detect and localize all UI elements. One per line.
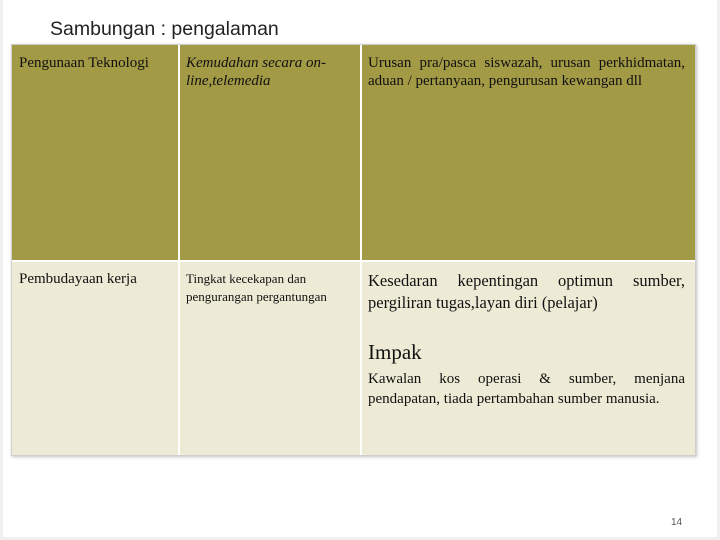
cell-text: Urusan pra/pasca siswazah, urusan perkhidmatan, aduan / pertanyaan, pengurusan kewangan dll [368, 55, 685, 89]
table-row-2-col-1 [12, 261, 179, 455]
column-divider [360, 45, 362, 455]
table-row-2-col-3 [361, 261, 695, 455]
cell-text: Tingkat kecekapan dan pengurangan pergantungan [186, 271, 327, 304]
cell-text: Kesedaran kepentingan optimun sumber, pergiliran tugas,layan diri (pelajar) [368, 271, 685, 312]
table-row-1-col-2 [179, 45, 361, 261]
table-row-2-col-2 [179, 261, 361, 455]
table-row-1-col-1 [12, 45, 179, 261]
row-divider [12, 260, 695, 262]
impak-heading: Impak [368, 340, 422, 364]
content-table [11, 44, 696, 456]
column-divider [178, 45, 180, 455]
slide-title: Sambungan : pengalaman [50, 18, 279, 40]
impak-detail: Kawalan kos operasi & sumber, menjana pendapatan, tiada pertambahan sumber manusia. [368, 371, 685, 407]
cell-text: Pembudayaan kerja [19, 271, 137, 287]
table-row-1-col-3 [361, 45, 695, 261]
page-number: 14 [671, 517, 683, 528]
cell-text: Pengunaan Teknologi [19, 55, 149, 71]
cell-text: Kemudahan secara on-line,telemedia [186, 55, 326, 89]
